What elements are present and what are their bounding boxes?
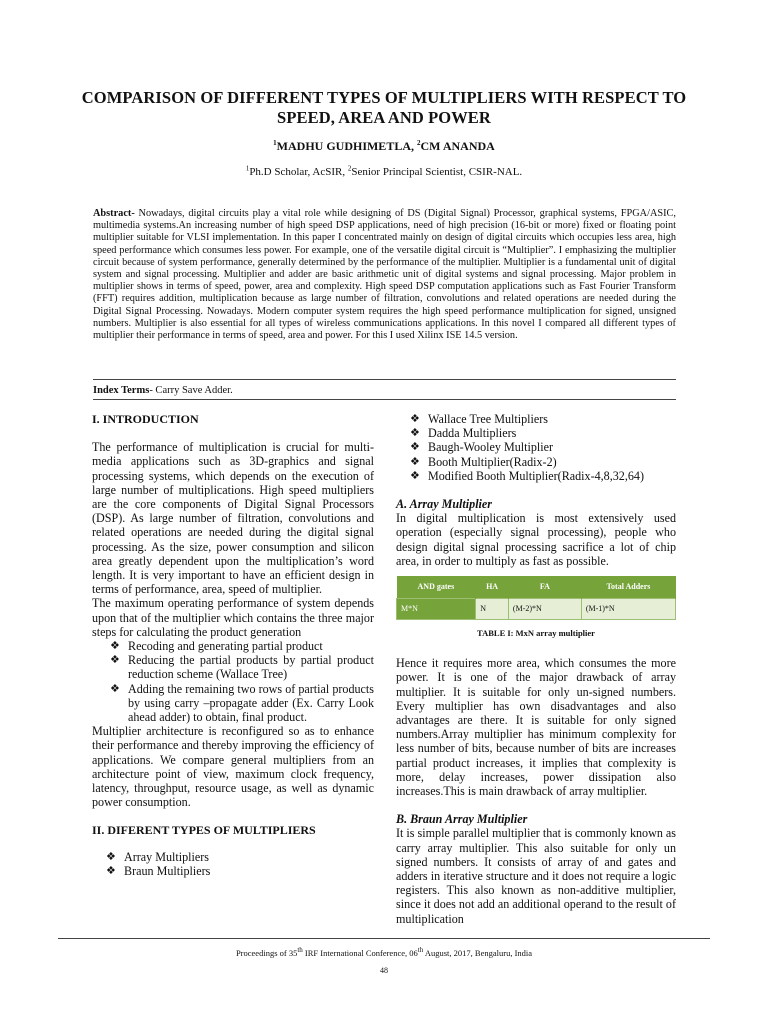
diamond-bullet-icon: ❖ — [110, 654, 120, 667]
table-cell: N — [476, 599, 509, 620]
affiliation-line — [0, 166, 768, 178]
diamond-bullet-icon: ❖ — [110, 682, 120, 695]
array-paragraph-1: In digital multiplication is most extensively used operation (especially signal processing), people who design digital signal processing sacrifice a lot of chip area, in order to multiply as fast as possible. — [396, 511, 676, 568]
diamond-bullet-icon: ❖ — [106, 850, 116, 863]
table-cell: (M-2)*N — [508, 599, 581, 620]
abstract — [93, 208, 676, 342]
index-terms — [93, 385, 233, 396]
page-number: 48 — [380, 966, 388, 975]
list-item: ❖ Array Multipliers — [106, 849, 209, 864]
list-item: ❖ Booth Multiplier(Radix-2) — [410, 454, 557, 469]
index-terms-label: Index Terms — [93, 385, 150, 396]
left-column — [92, 412, 374, 878]
author-1-sup: 1 — [273, 139, 277, 147]
table-row — [397, 599, 676, 620]
list-item: ❖ Modified Booth Multiplier(Radix-4,8,32,64) — [410, 468, 644, 483]
list-item: ❖ Reducing the partial products by partial product reduction scheme (Wallace Tree) — [110, 653, 374, 682]
diamond-bullet-icon: ❖ — [410, 413, 420, 425]
table-header-cell: FA — [508, 576, 581, 599]
author-line — [0, 139, 768, 154]
diamond-bullet-icon: ❖ — [410, 455, 420, 468]
table-header-cell: Total Adders — [581, 576, 675, 599]
diamond-bullet-icon: ❖ — [110, 640, 120, 653]
intro-paragraph-1: The performance of multiplication is crucial for multi-media applications such as 3D-graphics and signal processing systems, which depends on the execution of large number of multiplications. High speed multipliers are the core components of Digital Signal Processors (DSP). As large number of filtration, convolutions and related operations are needed during the digital signal processing. As the size, power consumption and silicon area greatly dependent upon the multiplication’s word length. It is very important to have an efficient design in terms of performance, area, speed of multiplier. — [92, 440, 374, 597]
mxn-table-wrap — [396, 576, 676, 640]
types-list-left — [102, 850, 374, 878]
abstract-text: Nowadays, digital circuits play a vital role while designing of DS (Digital Signal) Processor, graphical systems, FPGA/ASIC, multimedia systems.An increasing number of high speed DSP applications, need of high precision (16-bit or more) fixed or floating point multiplier suitable for VLSI implementation. In this paper I concentrated mainly on design of digital circuits which occupies less area, high speed performance which consumes less power. For example, one of the versatile digital circuit is “Multiplier”. I emphasizing the multiplier circuit because of system performance, generally determined by the performance of the multiplier. Multiplier is a fundamental unit of digital system and signal processing. Multiplier and adder are basic arithmetic unit of digital systems and signal processing. Major problem in multiplier shows in terms of speed, power, area and complexity. High speed DSP computation applications such as Fast Fourier Transform (FFT) requires addition, multiplication because as large number of filtration, convolutions and related operations are needed during the Digital Signal Processing. Nowadays. Modern computer system requires the high speed performance multiplication for signed, unsigned numbers. Multiplier is also essential for all types of wireless communications applications. In this novel I compared all different types of multiplier their performance in terms of speed, area and power. For this I used Xilinx ISE 14.5 version. — [93, 208, 676, 342]
affil-2-text: Senior Principal Scientist, CSIR-NAL. — [351, 166, 523, 178]
diamond-bullet-icon: ❖ — [410, 427, 420, 440]
table-header-cell: AND gates — [397, 576, 476, 599]
types-heading: II. DIFERENT TYPES OF MULTIPLIERS — [92, 823, 316, 838]
list-item: ❖ Dadda Multipliers — [410, 426, 517, 441]
proceedings-footer: Proceedings of 35th IRF International Conference, 06th August, 2017, Bengaluru, India — [235, 946, 533, 958]
diamond-bullet-icon: ❖ — [410, 441, 420, 454]
abstract-divider-bottom — [93, 399, 676, 400]
author-2-name: CM ANANDA — [420, 139, 495, 153]
product-steps-list — [106, 639, 374, 724]
affil-1-text: Ph.D Scholar, AcSIR, — [249, 166, 348, 178]
author-1-name: MADHU GUDHIMETLA, — [276, 139, 417, 153]
paper-title: COMPARISON OF DIFFERENT TYPES OF MULTIPLIERS WITH RESPECT TO SPEED, AREA AND POWER — [81, 88, 687, 127]
list-item: ❖ Wallace Tree Multipliers — [410, 412, 548, 426]
intro-paragraph-2: The maximum operating performance of system depends upon that of the multiplier which contains the three major steps for calculating the product generation — [92, 596, 374, 639]
list-item: ❖ Recoding and generating partial product — [110, 639, 323, 654]
braun-heading: B. Braun Array Multiplier — [396, 812, 528, 827]
diamond-bullet-icon: ❖ — [106, 864, 116, 877]
braun-paragraph-1: It is simple parallel multiplier that is commonly known as carry array multiplier. This also suitable for only un signed numbers. It consists of array of and gates and adders in iterative structure and it does not require a logic registers. This also known as non-additive multiplier, since it does not add an additional operand to the result of multiplication — [396, 826, 676, 926]
list-item: ❖ Adding the remaining two rows of partial products by using carry –propagate adder (Ex. Carry Look ahead adder) to obtain, final product. — [110, 681, 374, 725]
mxn-table — [396, 576, 676, 620]
array-heading: A. Array Multiplier — [396, 497, 492, 512]
list-item: ❖ Baugh-Wooley Multiplier — [410, 440, 553, 455]
table-header-row — [397, 576, 676, 599]
abstract-label: Abstract- — [93, 208, 135, 219]
table-cell: M*N — [397, 599, 476, 620]
index-terms-text: - Carry Save Adder. — [149, 385, 233, 396]
table-cell: (M-1)*N — [581, 599, 675, 620]
array-paragraph-2: Hence it requires more area, which consumes the more power. It is one of the major drawback of array multiplier. It is suitable for only un-signed numbers. Every multiplier has own disadvantages and also advantages are there. It is suitable for only signed numbers.Array multiplier has minimum complexity for less number of bits, because number of bits are increases partial product increases, it implies that complexity is more, delay increases, power dissipation also increases.This is main drawback of array multiplier. — [396, 656, 676, 799]
types-list-right — [406, 412, 676, 483]
list-item: ❖ Braun Multipliers — [106, 863, 211, 878]
footer-divider — [58, 938, 710, 939]
intro-paragraph-3: Multiplier architecture is reconfigured so as to enhance their performance and thereby improving the efficiency of applications. We compare general multipliers from an architecture point of view, maximum clock frequency, latency, throughput, resource usage, as well as dynamic power consumption. — [92, 724, 374, 810]
right-column — [396, 412, 676, 926]
affil-2-sup: 2 — [347, 164, 352, 173]
abstract-divider-top — [93, 379, 676, 380]
intro-heading: I. INTRODUCTION — [92, 412, 199, 426]
author-2-sup: 2 — [417, 139, 421, 147]
diamond-bullet-icon: ❖ — [410, 469, 420, 482]
table-header-cell: HA — [476, 576, 509, 599]
table-caption: TABLE I: MxN array multiplier — [477, 628, 595, 639]
affil-1-sup: 1 — [245, 164, 250, 173]
